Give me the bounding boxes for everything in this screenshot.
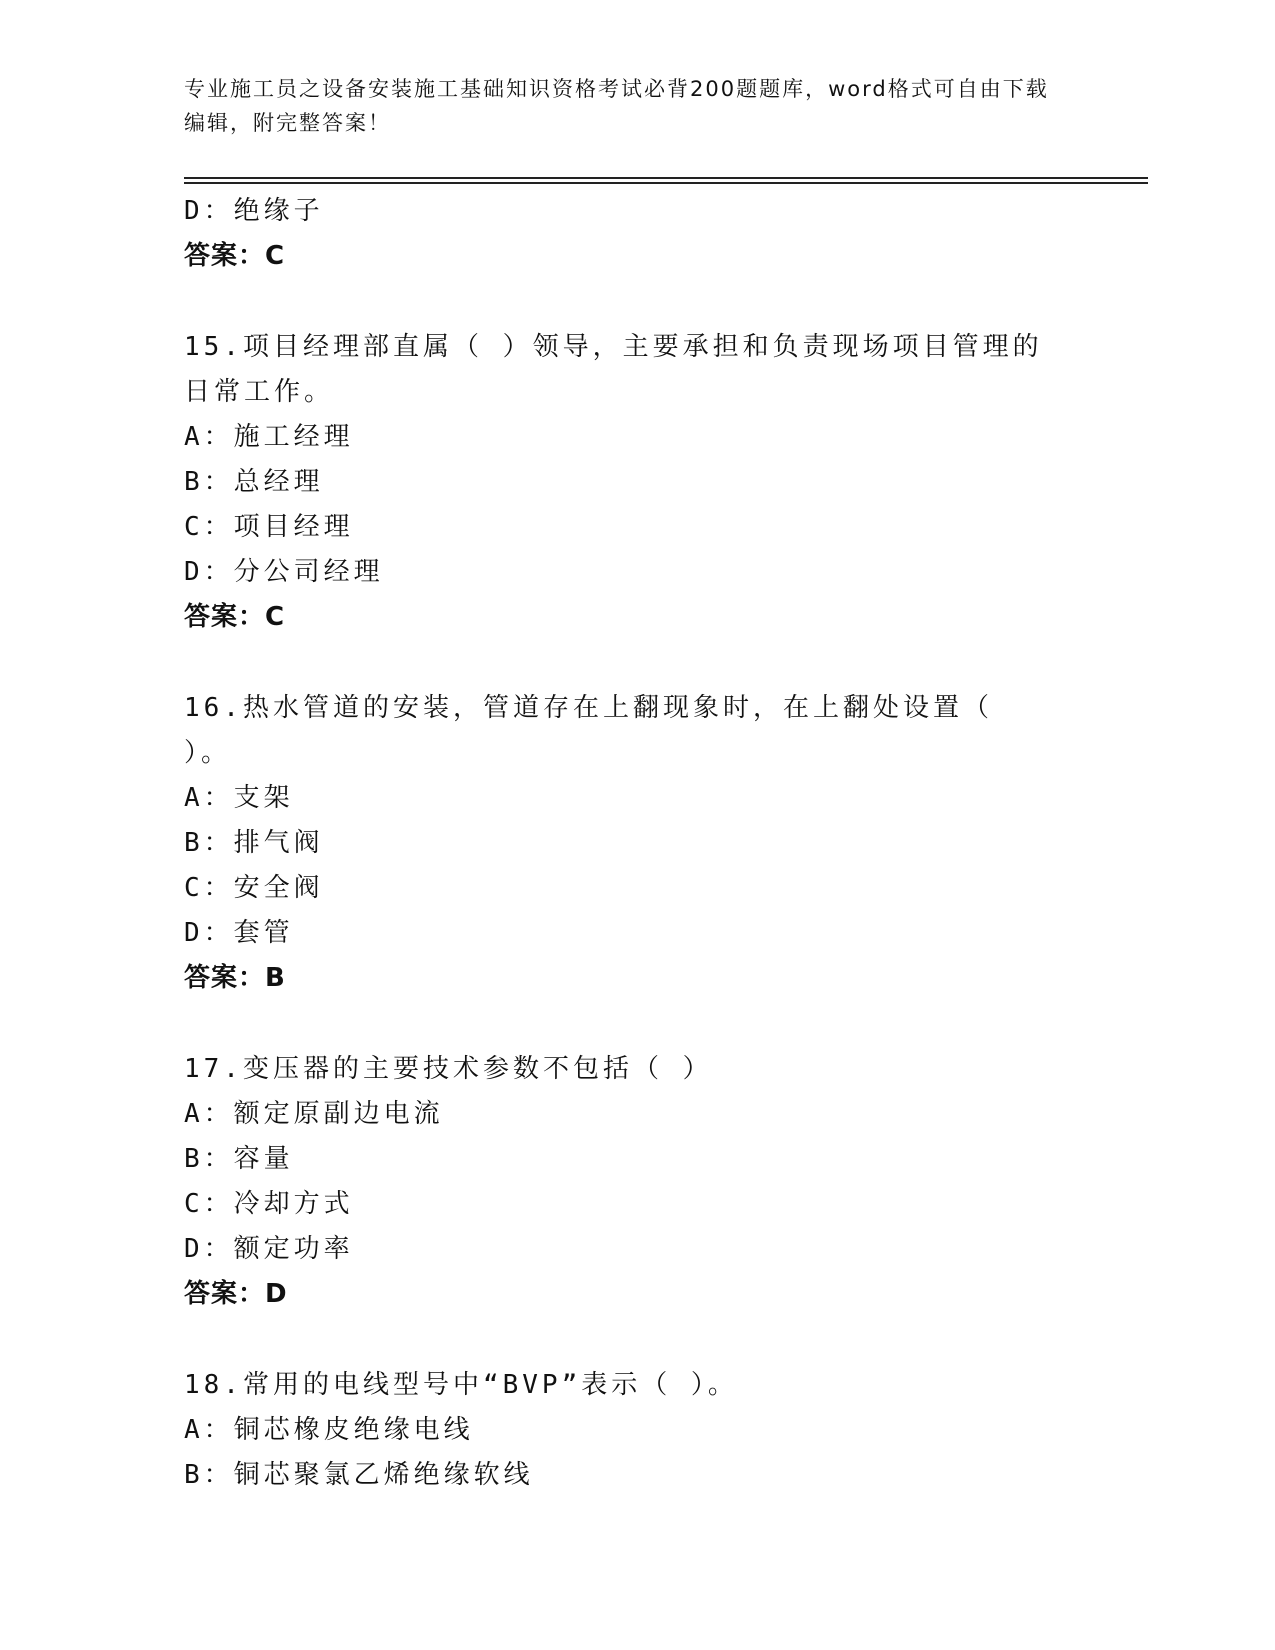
question-stem: 15.项目经理部直属（ ）领导，主要承担和负责现场项目管理的日常工作。 <box>184 332 1043 407</box>
answer: 答案：C <box>184 602 286 632</box>
option-d: D：额定功率 <box>184 1234 354 1264</box>
option-a: A：额定原副边电流 <box>184 1099 444 1129</box>
option-c: C：冷却方式 <box>184 1189 354 1219</box>
option-c: C：安全阀 <box>184 873 324 903</box>
option-b: B：总经理 <box>184 467 324 497</box>
option-a: A：支架 <box>184 783 294 813</box>
option-c: C：项目经理 <box>184 512 354 542</box>
spacer <box>184 279 1144 325</box>
option-b: B：容量 <box>184 1144 294 1174</box>
question-18 <box>184 1363 1144 1498</box>
option-a: A：铜芯橡皮绝缘电线 <box>184 1415 474 1445</box>
document-header: 专业施工员之设备安装施工基础知识资格考试必背200题题库，word格式可自由下载编辑，附完整答案！ <box>184 77 1049 135</box>
question-17 <box>184 1047 1144 1317</box>
previous-answer: 答案：C <box>184 241 286 271</box>
spacer <box>184 1001 1144 1047</box>
option-a: A：施工经理 <box>184 422 354 452</box>
option-d: D：分公司经理 <box>184 557 384 587</box>
answer: 答案：B <box>184 963 286 993</box>
previous-option-d: D：绝缘子 <box>184 196 324 226</box>
option-b: B：排气阀 <box>184 828 324 858</box>
answer: 答案：D <box>184 1279 288 1309</box>
option-b: B：铜芯聚氯乙烯绝缘软线 <box>184 1460 534 1490</box>
question-stem: 16.热水管道的安装，管道存在上翻现象时，在上翻处设置（ ）。 <box>184 693 993 768</box>
question-stem: 17.变压器的主要技术参数不包括（ ） <box>184 1054 713 1084</box>
document-body <box>184 189 1144 1498</box>
spacer <box>184 640 1144 686</box>
spacer <box>184 1317 1144 1363</box>
option-d: D：套管 <box>184 918 294 948</box>
header-divider-top <box>184 177 1148 179</box>
question-16 <box>184 686 1144 1001</box>
question-stem: 18.常用的电线型号中“BVP”表示（ ）。 <box>184 1370 738 1400</box>
header-divider-bottom <box>184 182 1148 184</box>
question-15 <box>184 325 1144 640</box>
